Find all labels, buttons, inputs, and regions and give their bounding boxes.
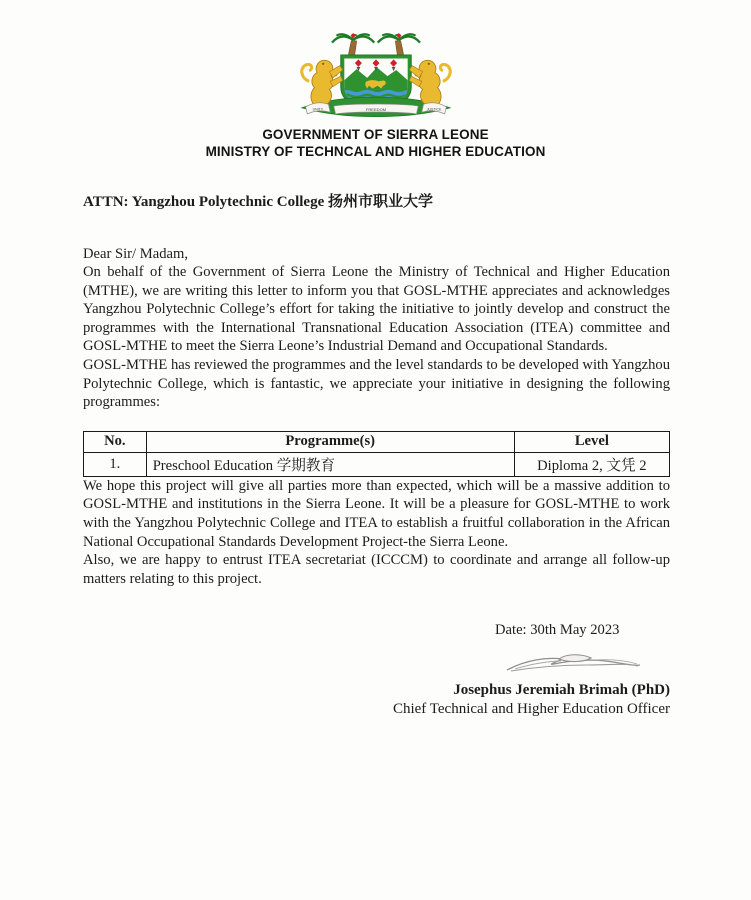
motto-justice: JUSTICE	[426, 107, 441, 112]
table-row	[84, 452, 670, 476]
programme-table	[83, 431, 670, 477]
cell-no: 1.	[84, 452, 147, 476]
paragraph-3: We hope this project will give all parties more than expected, which will be a massive addition to GOSL-MTHE and institutions in the Sierra Leone. It will be a pleasure for GOSL-MTHE to work with the Yangzhou Polytechnic College and ITEA to establish a fruitful collaboration in the African National Occupational Standards Development Project-the Sierra Leone.	[83, 477, 670, 550]
table-header-programme: Programme(s)	[146, 431, 514, 452]
sierra-leone-coat-of-arms-icon	[288, 32, 464, 122]
salutation: Dear Sir/ Madam,	[83, 246, 188, 262]
signature-scribble-icon	[501, 650, 646, 677]
cell-programme: Preschool Education 学期教育	[146, 452, 514, 476]
motto-freedom: FREEDOM	[365, 106, 386, 112]
table-header-row	[84, 431, 670, 452]
signatory-title: Chief Technical and Higher Education Officer	[392, 701, 670, 718]
attn-line: ATTN: Yangzhou Polytechnic College 扬州市职业大学	[83, 194, 433, 210]
letterhead	[0, 0, 751, 160]
date-line: Date: 30th May 2023	[495, 622, 620, 639]
signature-block	[83, 650, 670, 719]
paragraph-4: Also, we are happy to entrust ITEA secretariat (ICCCM) to coordinate and arrange all follow-up matters relating to this project.	[83, 552, 670, 587]
government-name: GOVERNMENT OF SIERRA LEONE	[262, 127, 489, 142]
table-header-level: Level	[514, 431, 669, 452]
motto-unity: UNITY	[312, 107, 323, 112]
ministry-name: MINISTRY OF TECHNCAL AND HIGHER EDUCATION	[205, 143, 546, 159]
cell-level: Diploma 2, 文凭 2	[514, 452, 669, 476]
signatory-name: Josephus Jeremiah Brimah (PhD)	[453, 682, 670, 699]
table-header-no: No.	[84, 431, 147, 452]
paragraph-1: On behalf of the Government of Sierra Leone the Ministry of Technical and Higher Education (MTHE), we are writing this letter to inform you that GOSL-MTHE appreciates and acknowledges Yangzhou Polytechnic College’s effort for taking the initiative to jointly develop and construct the programmes with the International Transnational Education Association (ITEA) committee and GOSL-MTHE to meet the Sierra Leone’s Industrial Demand and Occupational Standards.	[83, 264, 670, 355]
paragraph-2: GOSL-MTHE has reviewed the programmes and the level standards to be developed with Yangzhou Polytechnic College, which is fantastic, we appreciate your initiative in designing the following programmes:	[83, 356, 670, 411]
